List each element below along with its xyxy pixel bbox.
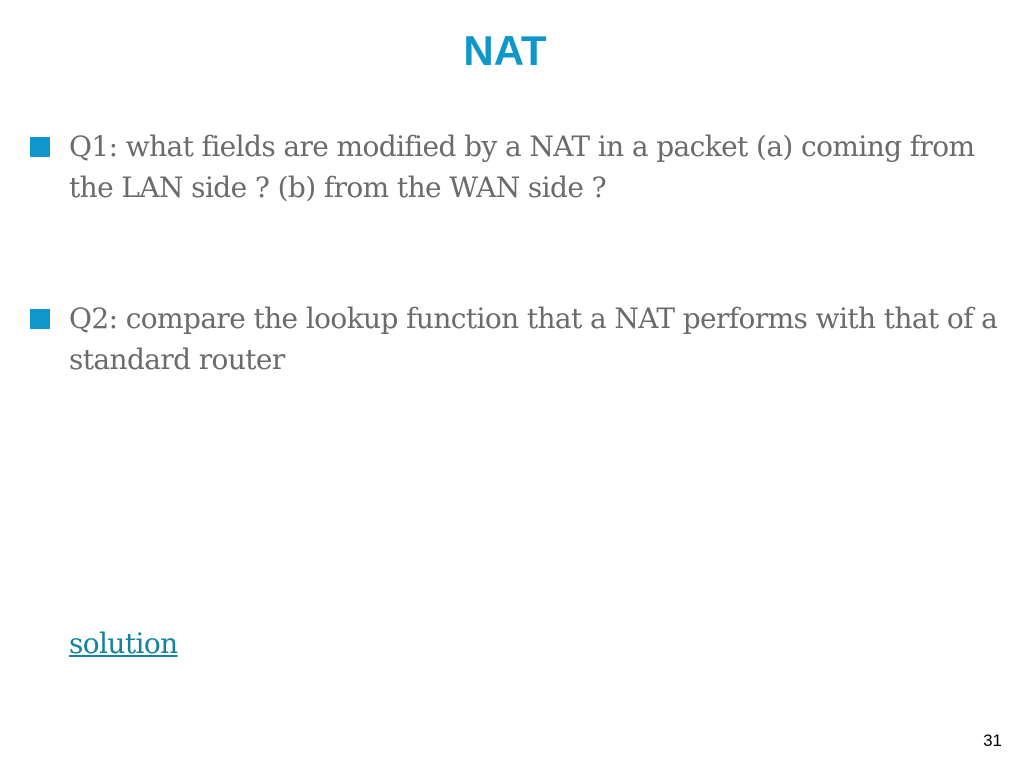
square-bullet-icon: [30, 137, 50, 157]
solution-link[interactable]: solution: [69, 627, 178, 660]
square-bullet-icon: [30, 309, 50, 329]
bullet-item-q2: [30, 298, 1000, 380]
bullet-item-q1: [30, 126, 1000, 208]
bullet-text-q2: Q2: compare the lookup function that a NAT performs with that of a standard router: [69, 302, 998, 376]
bullet-text-q1: Q1: what fields are modified by a NAT in a packet (a) coming from the LAN side ? (b) from the WAN side ?: [69, 130, 975, 204]
page-number: 31: [983, 731, 1002, 750]
slide-title: NAT: [463, 27, 547, 74]
